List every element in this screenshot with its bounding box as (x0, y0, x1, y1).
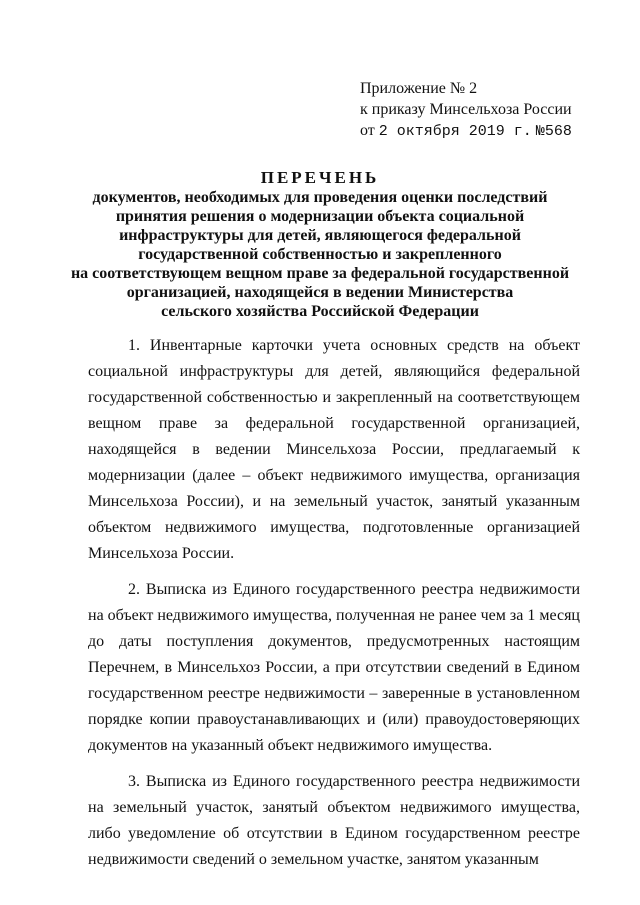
appendix-number: №568 (535, 123, 572, 140)
paragraph-1: 1. Инвентарные карточки учета основных средств на объект социальной инфраструктуры для детей, являющийся федеральной государственной собственностью и закрепленный на соответствующем вещном праве за федеральной государственной организацией, находящейся в ведении Минсельхоза России, предлагаемый к модернизации (далее – объект недвижимого имущества, организация Минсельхоза России), и на земельный участок, занятый указанным объектом недвижимого имущества, подготовленные организацией Минсельхоза России. (88, 337, 580, 562)
appendix-title: Приложение № 2 (360, 80, 478, 97)
paragraph-3: 3. Выписка из Единого государственного реестра недвижимости на земельный участок, занятый объектом недвижимого имущества, либо уведомление об отсутствии в Едином государственном реестре недвижимости сведений о земельном участке, занятом указанным (88, 773, 580, 868)
paragraph-2: 2. Выписка из Единого государственного реестра недвижимости на объект недвижимого имущества, полученная не ранее чем за 1 месяц до даты поступления документов, предусмотренных настоящим Перечнем, в Минсельхоз России, а при отсутствии сведений в Едином государственном реестре недвижимости – заверенные в установленном порядке копии правоустанавливающих и (или) правоудостоверяющих документов на указанный объект недвижимого имущества. (88, 581, 580, 754)
title-line: принятия решения о модернизации объекта социальной (115, 208, 525, 225)
appendix-date-line (360, 120, 572, 142)
title-line: организацией, находящейся в ведении Министерства (126, 284, 514, 301)
document-heading: ПЕРЕЧЕНЬ (260, 168, 380, 187)
title-line: инфраструктуры для детей, являющегося федеральной (119, 227, 521, 244)
document-title-block (60, 168, 580, 321)
appendix-block (360, 78, 572, 142)
appendix-order-ref: к приказу Минсельхоза России (360, 101, 572, 118)
title-line: документов, необходимых для проведения оценки последствий (92, 189, 548, 206)
title-line: сельского хозяйства Российской Федерации (161, 303, 479, 320)
document-body (88, 333, 580, 883)
title-line: государственной собственностью и закрепленного (138, 246, 502, 263)
appendix-date-prefix: от (360, 122, 375, 139)
appendix-date: 2 октября 2019 г. (378, 123, 532, 140)
title-line: на соответствующем вещном праве за федеральной государственной (70, 265, 570, 282)
